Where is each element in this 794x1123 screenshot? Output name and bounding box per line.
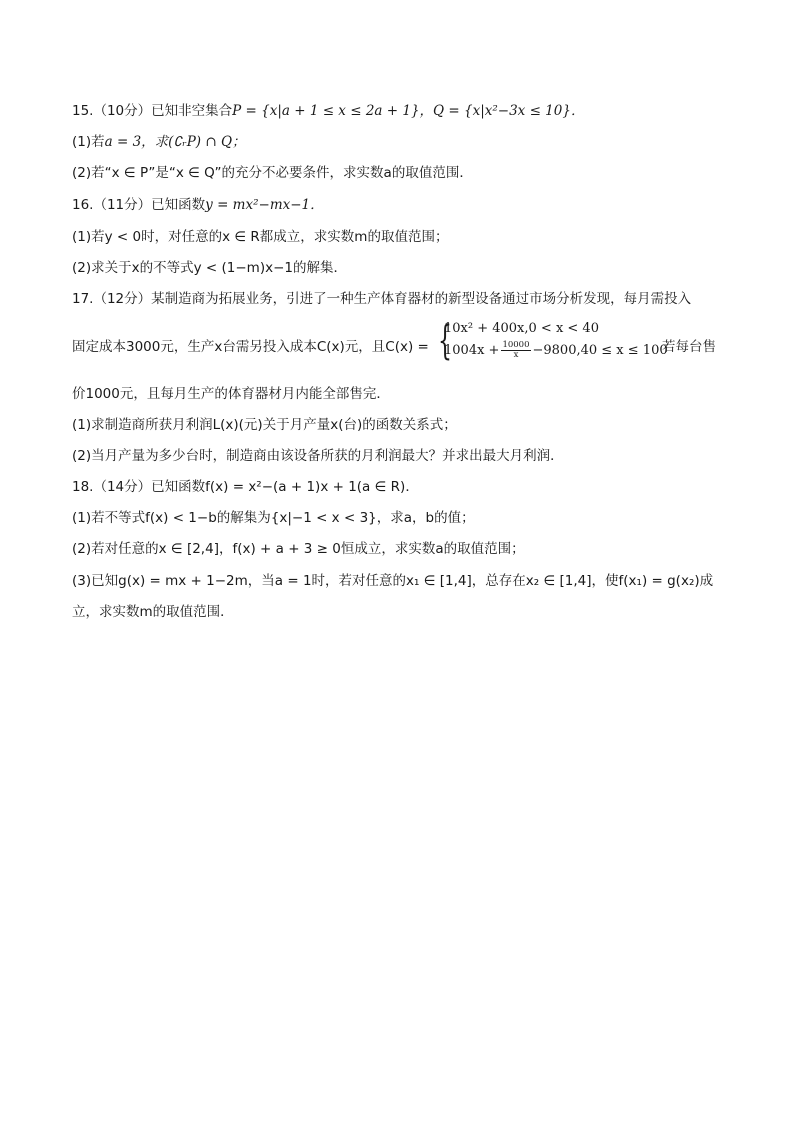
q17-line3: 价1000元，且每月生产的体育器材月内能全部售完．	[72, 386, 390, 402]
q18-sub1: (1)若不等式f(x) < 1−b的解集为{x|−1 < x < 3}，求a，b的值；	[72, 510, 475, 526]
q17-case2-a: 1004x +	[444, 343, 500, 358]
q15-sets: P = {x|a + 1 ≤ x ≤ 2a + 1}，Q = {x|x²−3x ≤ 10}．	[232, 103, 585, 119]
q16-head-line	[72, 196, 324, 214]
q16-head: 16.（11分）已知函数	[72, 197, 206, 213]
q17-fraction	[501, 341, 530, 360]
q17-case1: 10x² + 400x,0 < x < 40	[444, 321, 599, 336]
q18-sub3-cont: 立，求实数m的取值范围．	[72, 604, 234, 620]
q15-sub1-math: a = 3，求(∁ᵣP) ∩ Q；	[104, 134, 246, 150]
q17-line1: 17.（12分）某制造商为拓展业务，引进了一种生产体育器材的新型设备通过市场分析发现，每月需投入	[72, 291, 692, 307]
q17-lead: 固定成本3000元，生产x台需另投入成本C(x)元，且C(x) =	[72, 339, 429, 355]
q15-sub1	[72, 133, 246, 151]
fraction-numerator: 10000	[502, 340, 530, 350]
piecewise-brace: {	[438, 318, 452, 364]
q15-sub2: (2)若“x ∈ P”是“x ∈ Q”的充分不必要条件，求实数a的取值范围．	[72, 165, 473, 181]
q16-func: y = mx²−mx−1．	[205, 197, 324, 213]
q17-sub2: (2)当月产量为多少台时，制造商由该设备所获的月利润最大？并求出最大月利润．	[72, 448, 564, 464]
q18-head: 18.（14分）已知函数f(x) = x²−(a + 1)x + 1(a ∈ R)．	[72, 479, 419, 495]
q17-piecewise-row	[72, 318, 722, 365]
q15-sub1-prefix: (1)若	[72, 134, 105, 150]
q17-case2-b: −9800,40 ≤ x ≤ 100	[532, 343, 668, 358]
q17-case2	[444, 341, 668, 360]
q16-sub2: (2)求关于x的不等式y < (1−m)x−1的解集．	[72, 260, 347, 276]
q17-tail: 若每台售	[662, 339, 716, 355]
q15-head: 15.（10分）已知非空集合	[72, 103, 233, 119]
fraction-denominator: x	[513, 350, 519, 360]
q18-sub3: (3)已知g(x) = mx + 1−2m，当a = 1时，若对任意的x₁ ∈ [1,4]，总存在x₂ ∈ [1,4]，使f(x₁) = g(x₂)成	[72, 573, 714, 589]
q18-sub2: (2)若对任意的x ∈ [2,4]，f(x) + a + 3 ≥ 0恒成立，求实数a的取值范围；	[72, 541, 525, 557]
q16-sub1: (1)若y < 0时，对任意的x ∈ R都成立，求实数m的取值范围；	[72, 229, 449, 245]
q15-line1	[72, 102, 584, 120]
q17-sub1: (1)求制造商所获月利润L(x)(元)关于月产量x(台)的函数关系式；	[72, 417, 457, 433]
